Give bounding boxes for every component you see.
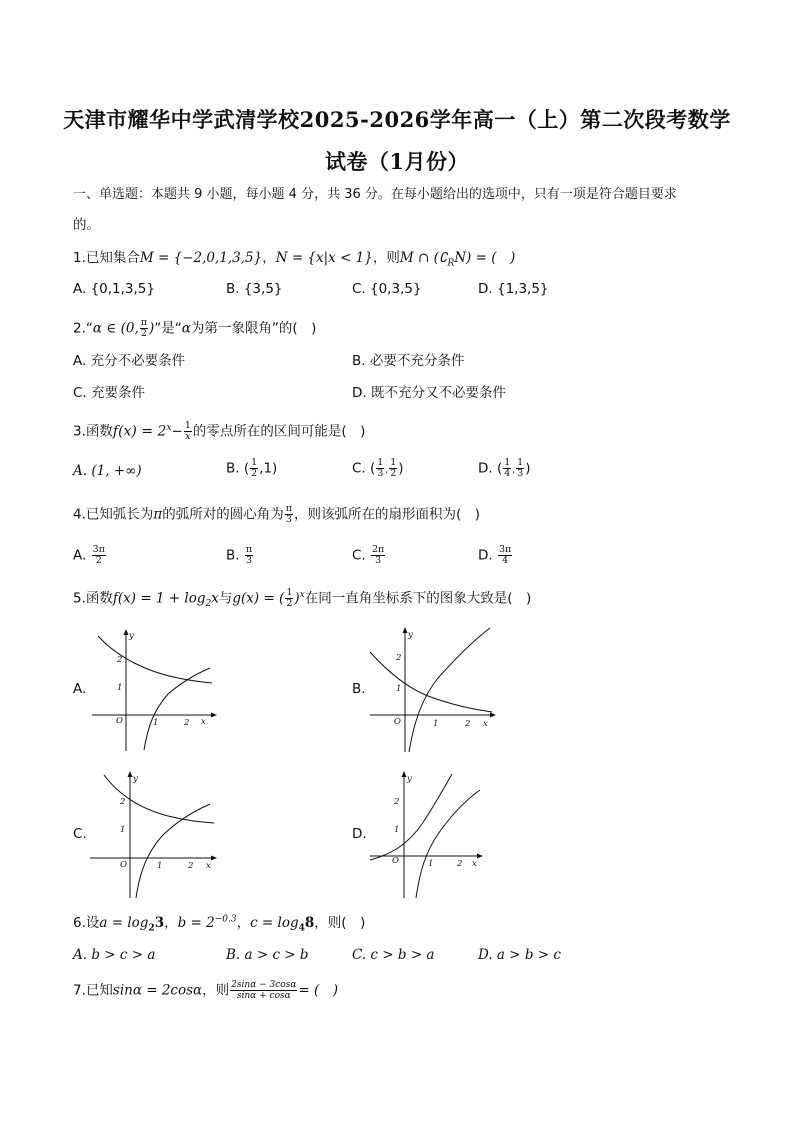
y-axis-label: y bbox=[408, 630, 413, 640]
fraction bbox=[92, 545, 106, 566]
function: f(x) = 2 bbox=[112, 423, 167, 440]
fraction-pi-over-2 bbox=[140, 318, 148, 339]
equals: = ( ) bbox=[298, 982, 339, 999]
y-tick-1: 1 bbox=[396, 684, 402, 694]
y-axis-label: y bbox=[133, 774, 138, 784]
log-base: 2 bbox=[205, 599, 212, 610]
stem-text: 在同一直角坐标系下的图象大致是( ) bbox=[304, 590, 532, 607]
q3-option-a[interactable] bbox=[73, 462, 142, 480]
origin-label: O bbox=[394, 717, 401, 727]
denominator: x bbox=[185, 431, 191, 442]
q6-option-a[interactable]: A. b > c > a bbox=[73, 947, 156, 963]
comma: , bbox=[385, 465, 389, 476]
log-base: 2 bbox=[148, 923, 155, 934]
fraction bbox=[250, 458, 258, 479]
q6-option-c[interactable]: C. c > b > a bbox=[352, 947, 435, 963]
y-tick-2: 2 bbox=[394, 797, 400, 807]
question-number: 2. bbox=[73, 320, 86, 337]
denominator: 2 bbox=[390, 468, 397, 479]
exponent: −0.3 bbox=[214, 914, 237, 925]
set-m: M = {−2,0,1,3,5} bbox=[139, 250, 263, 266]
x-tick-2: 2 bbox=[188, 861, 194, 871]
q3-option-b[interactable] bbox=[226, 458, 277, 479]
numerator: π bbox=[285, 503, 293, 514]
option-text: A. (1, +∞) bbox=[73, 463, 142, 479]
denominator: 3 bbox=[285, 514, 292, 525]
question-4-stem bbox=[73, 504, 480, 525]
exponent: x bbox=[166, 423, 172, 433]
expression-end: N) = ( ) bbox=[454, 250, 516, 266]
q1-option-d[interactable]: D. {1,3,5} bbox=[478, 281, 549, 297]
q3-option-d[interactable] bbox=[478, 458, 531, 480]
close-paren: ) bbox=[148, 320, 155, 337]
function-g: g(x) = ( bbox=[232, 590, 285, 607]
stem-text: ”是“ bbox=[154, 320, 182, 337]
y-tick-2: 2 bbox=[396, 653, 402, 663]
q2-option-a[interactable]: A. 充分不必要条件 bbox=[73, 353, 186, 369]
q5-option-d-label[interactable]: D. bbox=[352, 826, 367, 842]
option-label: C. bbox=[352, 547, 366, 564]
option-text: C. ( bbox=[352, 460, 376, 477]
y-tick-1: 1 bbox=[394, 825, 400, 835]
x-axis-arrow bbox=[211, 713, 217, 718]
x-tick-1: 1 bbox=[153, 718, 159, 728]
denominator: 2 bbox=[140, 328, 147, 339]
subscript: R bbox=[447, 258, 455, 269]
y-axis-arrow bbox=[128, 771, 133, 777]
fraction bbox=[516, 458, 524, 479]
numerator: 1 bbox=[390, 457, 397, 468]
curve-exponential bbox=[370, 652, 492, 712]
set-n: N = {x|x < 1} bbox=[275, 250, 373, 266]
stem-text: 设 bbox=[85, 915, 100, 931]
curve-logarithmic bbox=[136, 804, 210, 898]
exponent: x bbox=[299, 590, 305, 600]
x-tick-2: 2 bbox=[465, 719, 471, 729]
denominator: 2 bbox=[286, 598, 293, 609]
y-axis-label: y bbox=[407, 774, 412, 784]
log-arg: 8 bbox=[304, 915, 315, 931]
question-number: 5. bbox=[73, 590, 86, 607]
minus: − bbox=[171, 423, 183, 440]
fraction-expression bbox=[230, 980, 297, 1001]
y-axis-arrow bbox=[403, 627, 408, 633]
stem-text: 函数 bbox=[85, 423, 113, 440]
alpha: α bbox=[181, 320, 191, 337]
question-2-stem bbox=[73, 318, 316, 339]
question-5-stem bbox=[73, 588, 531, 609]
stem-text: ，则 bbox=[372, 250, 400, 266]
fraction bbox=[376, 458, 384, 479]
stem-text: 已知集合 bbox=[85, 250, 140, 266]
option-text: ) bbox=[525, 460, 531, 477]
x-axis-arrow bbox=[211, 856, 217, 861]
separator: ， bbox=[262, 250, 276, 266]
q5-graph-b[interactable] bbox=[368, 624, 498, 754]
curve-exponential bbox=[98, 636, 212, 683]
numerator: 3π bbox=[92, 544, 105, 555]
numerator: 3π bbox=[498, 544, 512, 555]
stem-text: 的弧所对的圆心角为 bbox=[162, 506, 284, 523]
x-tick-1: 1 bbox=[433, 719, 439, 729]
a-def: a = log bbox=[99, 915, 149, 931]
exam-title-line1: 天津市耀华中学武清学校2025-2026学年高一（上）第二次段考数学 bbox=[63, 107, 731, 132]
option-label: D. bbox=[478, 547, 493, 564]
condition: sinα = 2cosα bbox=[112, 982, 203, 999]
x-axis-arrow bbox=[477, 854, 483, 859]
q2-option-b[interactable]: B. 必要不充分条件 bbox=[352, 353, 465, 369]
origin-label: O bbox=[392, 856, 399, 866]
exam-title-line2: 试卷（1月份） bbox=[324, 149, 470, 174]
numerator: π bbox=[140, 317, 147, 328]
q5-option-a-label[interactable]: A. bbox=[73, 681, 87, 697]
expression: M ∩ (∁ bbox=[399, 250, 448, 266]
x-tick-2: 2 bbox=[184, 718, 190, 728]
stem-text: 与 bbox=[218, 590, 233, 607]
question-number: 1. bbox=[73, 250, 86, 266]
stem-text: 为第一象限角”的( ) bbox=[190, 320, 317, 337]
y-axis-arrow bbox=[124, 629, 129, 635]
q6-option-b[interactable]: B. a > c > b bbox=[226, 947, 309, 963]
q6-option-d[interactable]: D. a > b > c bbox=[478, 947, 561, 963]
q5-option-b-label[interactable]: B. bbox=[352, 681, 366, 697]
question-6-stem bbox=[73, 914, 365, 932]
stem-text: ，则 bbox=[202, 982, 230, 999]
denominator: 3 bbox=[517, 468, 524, 479]
stem-text: ，则该弧所在的扇形面积为( ) bbox=[294, 506, 481, 523]
numerator: 1 bbox=[504, 457, 511, 468]
y-axis-label: y bbox=[129, 631, 134, 641]
curve-exponential bbox=[370, 774, 452, 860]
q5-graph-d[interactable] bbox=[368, 770, 488, 900]
x-axis-label: x bbox=[472, 859, 477, 869]
curve-logarithmic bbox=[144, 668, 210, 750]
q1-option-a[interactable]: A. {0,1,3,5} bbox=[73, 281, 155, 297]
denominator: 2 bbox=[95, 555, 102, 566]
option-label: B. bbox=[226, 547, 240, 564]
close-paren: ) bbox=[294, 590, 300, 607]
denominator: 4 bbox=[504, 468, 511, 479]
y-axis-arrow bbox=[402, 771, 407, 777]
q5-graph-c[interactable] bbox=[88, 770, 218, 900]
q4-option-b[interactable] bbox=[226, 545, 254, 566]
q1-option-c[interactable]: C. {0,3,5} bbox=[352, 281, 422, 297]
b-def: b = 2 bbox=[177, 915, 215, 931]
numerator: π bbox=[245, 544, 253, 555]
question-number: 4. bbox=[73, 506, 86, 523]
numerator: 2sinα − 3cosα bbox=[231, 980, 297, 990]
denominator: 3 bbox=[377, 468, 384, 479]
x-tick-2: 2 bbox=[457, 859, 463, 869]
option-label: A. bbox=[73, 547, 87, 564]
stem-text: ，则( ) bbox=[314, 915, 366, 931]
section-instructions-line2: 的。 bbox=[73, 217, 100, 233]
x-tick-1: 1 bbox=[428, 859, 434, 869]
fraction bbox=[503, 458, 511, 479]
stem-text: 已知 bbox=[85, 982, 113, 999]
x-axis-arrow bbox=[490, 713, 496, 718]
x-axis-label: x bbox=[483, 719, 488, 729]
q3-option-c[interactable] bbox=[352, 458, 404, 480]
q4-option-c[interactable] bbox=[352, 545, 386, 566]
question-3-stem bbox=[73, 421, 365, 442]
stem-text: “ bbox=[85, 320, 93, 337]
y-tick-1: 1 bbox=[117, 683, 123, 693]
q5-graph-a[interactable] bbox=[88, 626, 218, 752]
numerator: 1 bbox=[377, 457, 384, 468]
section-instructions-line1: 一、单选题：本题共 9 小题，每小题 4 分，共 36 分。在每小题给出的选项中，只有一项是符合题目要求 bbox=[73, 187, 677, 202]
question-number: 3. bbox=[73, 423, 86, 440]
denominator: 3 bbox=[375, 555, 382, 566]
numerator: 1 bbox=[251, 457, 258, 468]
numerator: 1 bbox=[184, 420, 191, 431]
q1-option-b[interactable]: B. {3,5} bbox=[226, 281, 283, 297]
numerator: 1 bbox=[286, 587, 293, 598]
origin-label: O bbox=[116, 716, 123, 726]
function-f: f(x) = 1 + log bbox=[112, 590, 206, 607]
option-text: ) bbox=[398, 460, 404, 477]
q2-option-c[interactable]: C. 充要条件 bbox=[73, 385, 146, 401]
denominator: 2 bbox=[251, 468, 258, 479]
curve-logarithmic bbox=[416, 790, 480, 898]
numerator: 1 bbox=[517, 457, 524, 468]
denominator: sinα + cosα bbox=[236, 991, 291, 1001]
fraction bbox=[371, 545, 385, 566]
q4-option-d[interactable] bbox=[478, 545, 513, 566]
y-tick-2: 2 bbox=[120, 797, 126, 807]
fraction bbox=[389, 458, 397, 479]
fraction bbox=[498, 545, 512, 566]
numerator: 2π bbox=[372, 544, 385, 555]
fraction-1-over-x bbox=[184, 421, 192, 442]
question-7-stem bbox=[73, 980, 338, 1001]
stem-text: 函数 bbox=[85, 590, 113, 607]
q5-option-c-label[interactable]: C. bbox=[73, 826, 87, 842]
question-number: 7. bbox=[73, 982, 86, 999]
alpha-in: α ∈ (0, bbox=[92, 320, 139, 337]
log-arg: 3 bbox=[154, 915, 165, 931]
pi: π bbox=[153, 506, 163, 523]
variable: x bbox=[211, 590, 219, 607]
fraction bbox=[245, 545, 253, 566]
option-text: D. ( bbox=[478, 460, 503, 477]
denominator: 3 bbox=[245, 555, 252, 566]
question-1-stem bbox=[73, 249, 515, 267]
option-text: ,1) bbox=[259, 460, 278, 477]
separator: ， bbox=[164, 915, 178, 931]
x-tick-1: 1 bbox=[157, 861, 163, 871]
y-tick-2: 2 bbox=[117, 655, 123, 665]
comma: , bbox=[512, 465, 516, 476]
stem-text: 已知弧长为 bbox=[85, 506, 154, 523]
separator: ， bbox=[236, 915, 251, 931]
c-def: c = log bbox=[250, 915, 299, 931]
origin-label: O bbox=[120, 860, 127, 870]
stem-text: 的零点所在的区间可能是( ) bbox=[192, 423, 366, 440]
option-text: B. ( bbox=[226, 460, 250, 477]
fraction-1-over-2 bbox=[285, 588, 293, 609]
log-base: 4 bbox=[298, 923, 305, 934]
q2-option-d[interactable]: D. 既不充分又不必要条件 bbox=[352, 385, 506, 401]
question-number: 6. bbox=[73, 915, 86, 931]
curve-logarithmic bbox=[409, 628, 490, 752]
fraction-pi-over-3 bbox=[285, 504, 293, 525]
x-axis-label: x bbox=[206, 861, 211, 871]
denominator: 4 bbox=[502, 555, 509, 566]
x-axis-label: x bbox=[201, 717, 206, 727]
y-tick-1: 1 bbox=[120, 825, 126, 835]
q4-option-a[interactable] bbox=[73, 545, 107, 566]
